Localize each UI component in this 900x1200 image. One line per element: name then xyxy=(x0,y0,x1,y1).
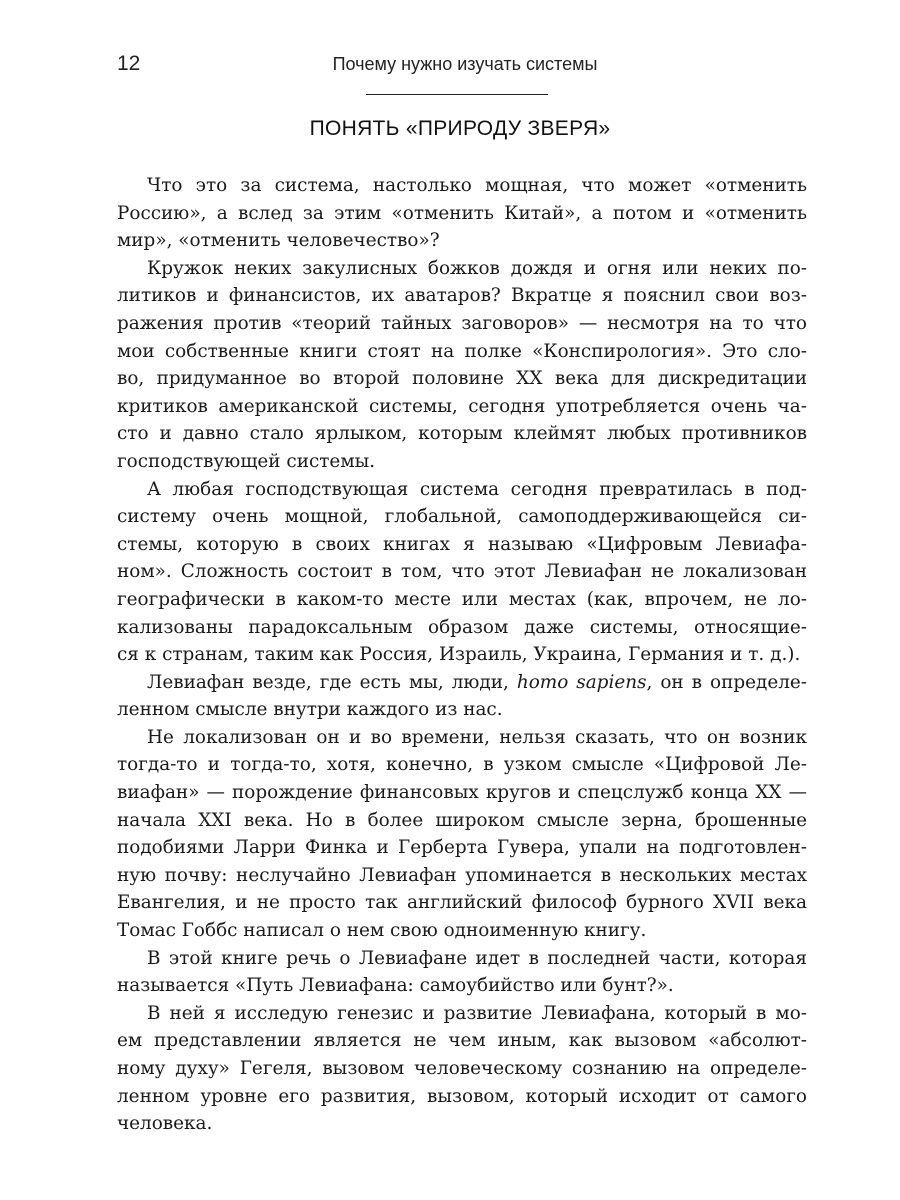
text-line: Евангелия, и не просто так английский философ бурного XVII века xyxy=(117,892,807,914)
text-line: господствующей системы. xyxy=(117,450,376,472)
text-line: ем представлении является не чем иным, как вызовом «абсолют- xyxy=(117,1030,807,1052)
text-line: систему очень мощной, глобальной, самоподдерживающейся си- xyxy=(117,506,807,528)
text-run: , он в определе- xyxy=(646,671,807,693)
paragraph xyxy=(117,669,807,724)
page-number: 12 xyxy=(117,52,141,75)
paragraph xyxy=(117,945,807,1000)
text-line: В этой книге речь о Левиафане идет в последней части, которая xyxy=(147,947,807,969)
header-rule-divider xyxy=(366,94,548,95)
paragraph xyxy=(117,476,807,669)
text-line: Томас Гоббс написал о нем свою одноименную книгу. xyxy=(117,920,647,942)
italic-term: homo sapiens xyxy=(516,671,647,693)
text-line: виафан» — порождение финансовых кругов и спецслужб конца XX — xyxy=(117,782,807,804)
paragraph xyxy=(117,724,807,945)
text-line: стемы, которую в своих книгах я называю «Цифровым Левиафа- xyxy=(117,533,807,555)
text-line: ленном уровне его развития, вызовом, который исходит от самого xyxy=(117,1085,807,1107)
text-line: человека. xyxy=(117,1113,213,1135)
text-line: А любая господствующая система сегодня превратилась в под- xyxy=(147,478,807,500)
text-line: Что это за система, настолько мощная, что может «отменить xyxy=(147,175,807,196)
paragraph xyxy=(117,1000,807,1138)
text-line: кализованы парадоксальным образом даже системы, относящие- xyxy=(117,616,807,638)
text-line: тогда-то и тогда-то, хотя, конечно, в узком смысле «Цифровой Ле- xyxy=(117,754,807,776)
text-line: ном». Сложность состоит в том, что этот Левиафан не локализован xyxy=(117,561,807,583)
text-line: называется «Путь Левиафана: самоубийство или бунт?». xyxy=(117,975,674,997)
text-line: ся к странам, таким как Россия, Израиль, Украина, Германия и т. д.). xyxy=(117,644,801,666)
text-line: сто и давно стало ярлыком, которым клеймят любых противников xyxy=(117,423,807,445)
text-line: Не локализован он и во времени, нельзя сказать, что он возник xyxy=(147,726,807,748)
text-line: В ней я исследую генезис и развитие Левиафана, который в мо- xyxy=(147,1002,807,1024)
text-line: ленном смысле внутри каждого из нас. xyxy=(117,699,503,721)
body-text xyxy=(117,172,807,1138)
text-line: литиков и финансистов, их аватаров? Вкратце я пояснил свои воз- xyxy=(117,285,807,307)
text-line: мир», «отменить человечество»? xyxy=(117,230,440,252)
section-title: ПОНЯТЬ «ПРИРОДУ ЗВЕРЯ» xyxy=(309,117,611,140)
text-line: ному духу» Гегеля, вызовом человеческому сознанию на определе- xyxy=(117,1058,807,1079)
paragraph xyxy=(117,172,807,255)
text-line: Россию», а вслед за этим «отменить Китай», а потом и «отменить xyxy=(117,202,807,224)
text-line: начала XXI века. Но в более широком смысле зерна, брошенные xyxy=(117,809,807,831)
running-head-title: Почему нужно изучать системы xyxy=(332,54,598,74)
text-line: во, придуманное во второй половине XX века для дискредитации xyxy=(117,368,807,390)
text-line: мои собственные книги стоят на полке «Конспирология». Это сло- xyxy=(117,340,807,362)
paragraph xyxy=(117,255,807,476)
text-line: Кружок неких закулисных божков дождя и огня или неких по- xyxy=(147,257,807,279)
text-run: Левиафан везде, где есть мы, люди, xyxy=(147,671,517,693)
text-line: географически в каком-то месте или местах (как, впрочем, не ло- xyxy=(117,588,807,610)
text-line: ражения против «теорий тайных заговоров» — несмотря на то что xyxy=(117,312,807,334)
text-line: критиков американской системы, сегодня употребляется очень ча- xyxy=(117,395,807,417)
text-line: подобиями Ларри Финка и Герберта Гувера, упали на подготовлен- xyxy=(117,837,807,859)
text-line: ную почву: неслучайно Левиафан упоминается в нескольких местах xyxy=(117,864,807,886)
text-line xyxy=(117,669,807,697)
